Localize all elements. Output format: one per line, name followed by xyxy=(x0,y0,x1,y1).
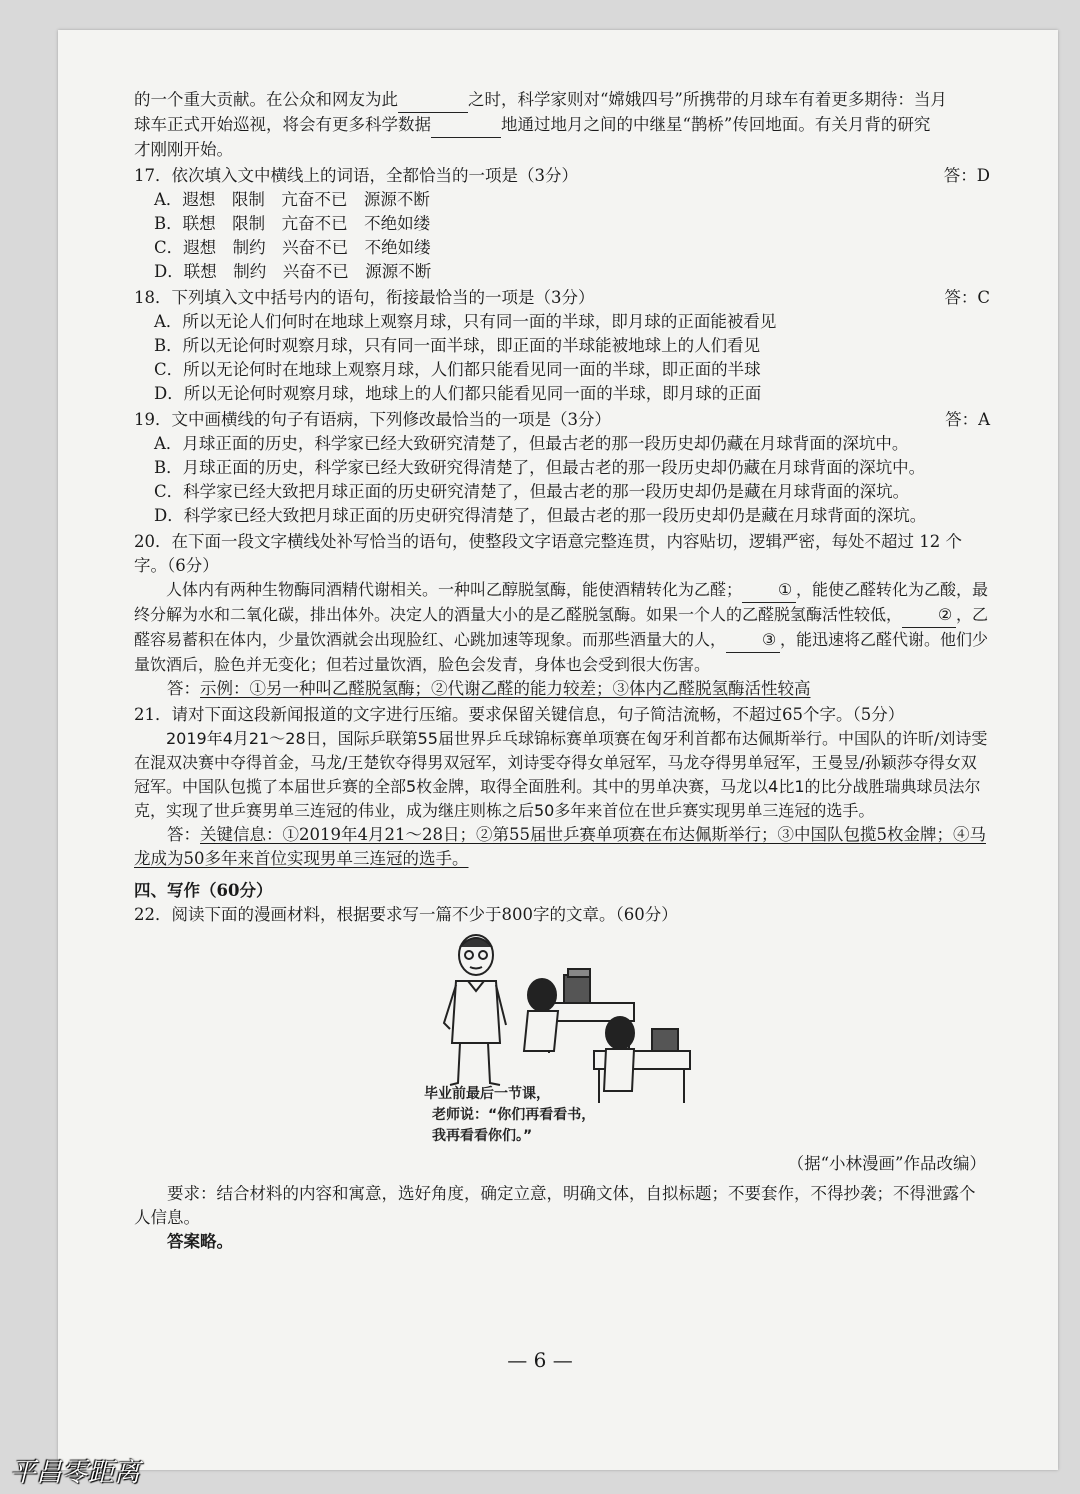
cartoon-caption-line-2: 老师说：“你们再看看书， xyxy=(432,1107,596,1123)
question-passage xyxy=(134,578,990,677)
answer-label: 答： xyxy=(167,679,200,698)
cartoon-source: （据“小林漫画”作品改编） xyxy=(787,1154,986,1173)
fill-blank: ② xyxy=(902,603,956,628)
question-stem: 20．在下面一段文字横线处补写恰当的语句，使整段文字语意完整连贯，内容贴切，逻辑严密，每处不超过 12 个字。（6分） xyxy=(134,532,962,575)
cartoon-caption-line-3: 我再看看你们。” xyxy=(432,1128,533,1144)
option-d: D．联想 制约 兴奋不已 源源不断 xyxy=(154,262,432,281)
answer-text: 关键信息：①2019年4月21～28日；②第55届世乒赛单项赛在布达佩斯举行；③中国队包揽5枚金牌；④马龙成为50多年来首位实现男单三连冠的选手。 xyxy=(134,825,986,868)
option-c: C．所以无论何时在地球上观察月球，人们都只能看见同一面的半球，即正面的半球 xyxy=(154,360,761,379)
answer xyxy=(134,677,990,701)
question-21 xyxy=(134,703,990,871)
question-stem: 18．下列填入文中括号内的语句，衔接最恰当的一项是（3分） xyxy=(134,288,595,307)
page-content xyxy=(134,88,990,1254)
fill-blank xyxy=(398,88,468,113)
cartoon-caption-line-1: 毕业前最后一节课， xyxy=(424,1086,550,1102)
question-stem: 19．文中画横线的句子有语病，下列修改最恰当的一项是（3分） xyxy=(134,410,611,429)
text: 之时，科学家则对“嫦娥四号”所携带的月球车有着更多期待：当月 xyxy=(468,90,947,109)
option-c: C．遐想 制约 兴奋不已 不绝如缕 xyxy=(154,238,431,257)
text: ，能迅速将乙醛代谢。他们少量饮酒后，脸色并无变化；但若过量饮酒，脸色会发青，身体也会受到很大伤害。 xyxy=(134,630,989,674)
cartoon-area xyxy=(134,933,990,1148)
question-stem: 17．依次填入文中横线上的词语，全都恰当的一项是（3分） xyxy=(134,166,578,185)
page-number: — 6 — xyxy=(507,1348,573,1372)
question-stem: 22．阅读下面的漫画材料，根据要求写一篇不少于800字的文章。（60分） xyxy=(134,905,678,924)
watermark: 平昌零距离 xyxy=(10,1458,141,1488)
answer: 答：C xyxy=(944,288,990,307)
option-b: B．月球正面的历史，科学家已经大致研究得清楚了，但最古老的那一段历史却仍藏在月球背面的深坑中。 xyxy=(154,458,926,477)
fill-blank xyxy=(431,113,501,138)
option-b: B．所以无论何时观察月球，只有同一面半球，即正面的半球能被地球上的人们看见 xyxy=(154,336,761,355)
writing-requirements: 要求：结合材料的内容和寓意，选好角度，确定立意，明确文体，自拟标题；不要套作，不得抄袭；不得泄露个人信息。 xyxy=(134,1184,976,1227)
option-d: D．所以无论何时观察月球，地球上的人们都只能看见同一面的半球，即月球的正面 xyxy=(154,384,762,403)
fill-blank: ③ xyxy=(726,628,780,653)
section-title: 四、写作（60分） xyxy=(134,881,273,900)
text: ，能使乙醛转化为乙酸，最终分解为水和二氧化碳，排出体外。决定人的酒量大小的是乙醛脱氢酶。如果一个人的乙醛脱氢酶活性较低， xyxy=(134,580,989,624)
question-19 xyxy=(134,408,990,528)
option-c: C．科学家已经大致把月球正面的历史研究清楚了，但最古老的那一段历史却仍是藏在月球背面的深坑。 xyxy=(154,482,910,501)
cartoon-illustration xyxy=(424,933,704,1148)
question-stem: 21．请对下面这段新闻报道的文字进行压缩。要求保留关键信息，句子简洁流畅，不超过65个字。（5分） xyxy=(134,705,905,724)
text: 的一个重大贡献。在公众和网友为此 xyxy=(134,90,398,109)
text: 球车正式开始巡视，将会有更多科学数据 xyxy=(134,115,431,134)
option-d: D．科学家已经大致把月球正面的历史研究得清楚了，但最古老的那一段历史却仍是藏在月球背面的深坑。 xyxy=(154,506,927,525)
question-17 xyxy=(134,164,990,284)
option-a: A．月球正面的历史，科学家已经大致研究清楚了，但最古老的那一段历史却仍藏在月球背面的深坑中。 xyxy=(154,434,909,453)
option-a: A．所以无论人们何时在地球上观察月球，只有同一面的半球，即月球的正面能被看见 xyxy=(154,312,777,331)
option-a: A．遐想 限制 亢奋不已 源源不断 xyxy=(154,190,430,209)
text: 地通过地月之间的中继星“鹊桥”传回地面。有关月背的研究 xyxy=(501,115,931,134)
top-paragraph xyxy=(134,88,990,162)
answer-text: 示例：①另一种叫乙醛脱氢酶；②代谢乙醛的能力较差；③体内乙醛脱氢酶活性较高 xyxy=(200,679,811,698)
answer xyxy=(134,823,990,871)
text: ，乙醛容易蓄积在体内，少量饮酒就会出现脸红、心跳加速等现象。而那些酒量大的人， xyxy=(134,605,989,649)
fill-blank: ① xyxy=(742,578,796,603)
text: 人体内有两种生物酶同酒精代谢相关。一种叫乙醇脱氢酶，能使酒精转化为乙醛； xyxy=(166,580,743,599)
text: 才刚刚开始。 xyxy=(134,140,233,159)
option-b: B．联想 限制 亢奋不已 不绝如缕 xyxy=(154,214,431,233)
question-20 xyxy=(134,530,990,701)
answer: 答：D xyxy=(943,166,990,185)
question-passage: 2019年4月21～28日，国际乒联第55届世界乒乓球锦标赛单项赛在匈牙利首都布达佩斯举行。中国队的许昕/刘诗雯在混双决赛中夺得首金，马龙/王楚钦夺得男双冠军，刘诗雯夺得女单冠军，马龙夺得男单冠军，王曼昱/孙颖莎夺得女双冠军。中国队包揽了本届世乒赛的全部5枚金牌，取得全面胜利。其中的男单决赛，马龙以4比1的比分战胜瑞典球员法尔克，实现了世乒赛男单三连冠的伟业，成为继庄则栋之后50多年来首位在世乒赛实现男单三连冠的选手。 xyxy=(134,729,988,820)
question-18 xyxy=(134,286,990,406)
answer: 答案略。 xyxy=(167,1232,233,1251)
answer: 答：A xyxy=(945,410,990,429)
answer-label: 答： xyxy=(167,825,200,844)
